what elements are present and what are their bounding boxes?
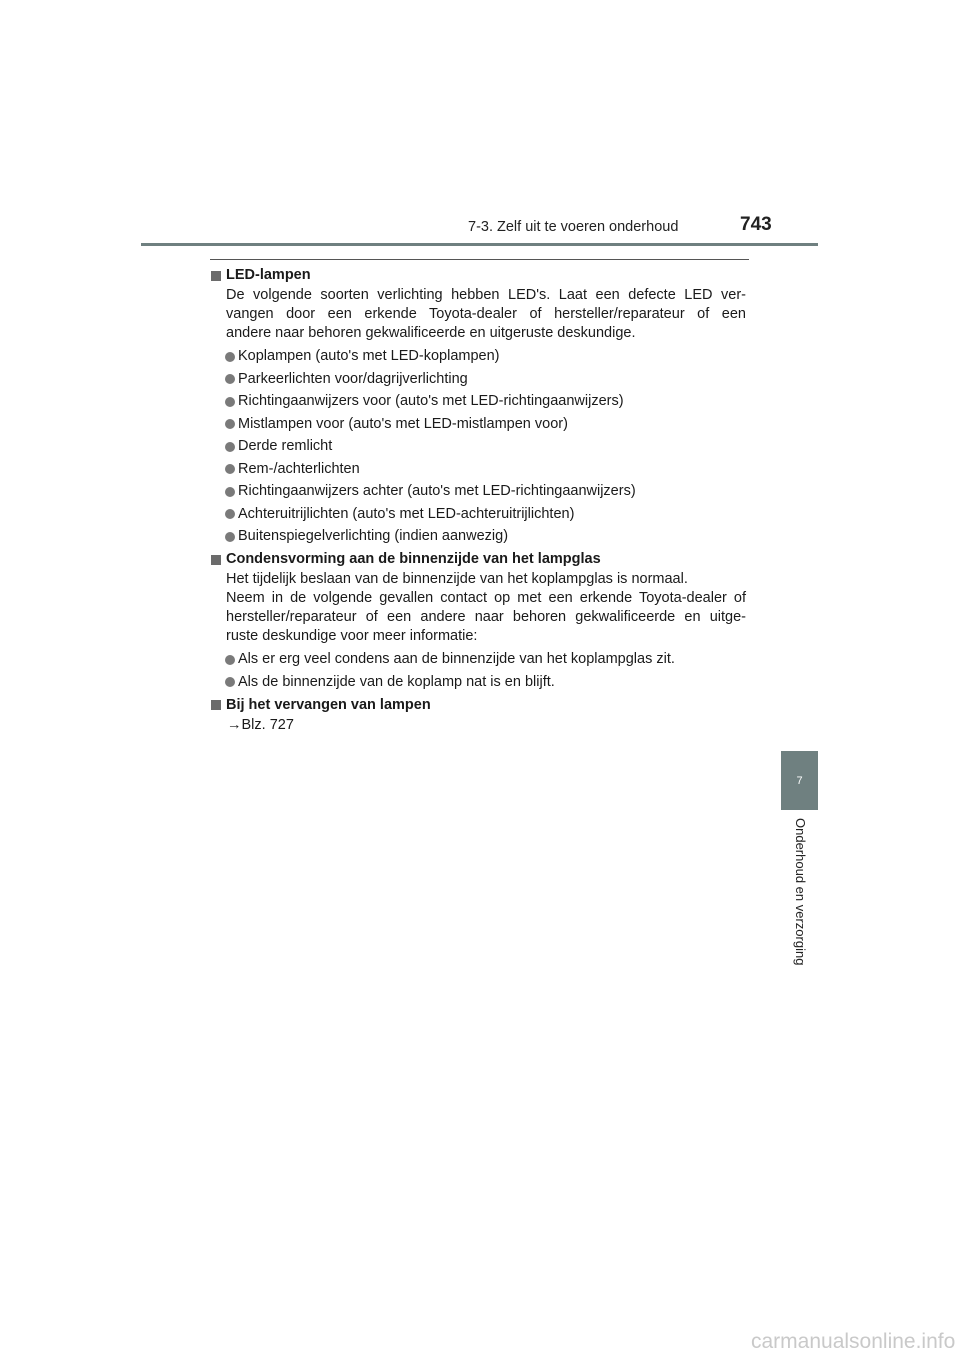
header-rule xyxy=(141,243,818,246)
bullet-dot-icon xyxy=(225,352,235,362)
list-item: Mistlampen voor (auto's met LED-mistlampen voor) xyxy=(225,415,746,434)
bullet-list xyxy=(225,347,746,546)
chapter-label: Onderhoud en verzorging xyxy=(793,818,808,966)
paragraph-line: hersteller/reparateur of een andere naar behoren gekwalificeerde en uitge- xyxy=(226,609,746,625)
bullet-dot-icon xyxy=(225,464,235,474)
section-paragraph xyxy=(226,286,746,343)
list-item: Rem-/achterlichten xyxy=(225,460,746,479)
list-item: Achteruitrijlichten (auto's met LED-achteruitrijlichten) xyxy=(225,505,746,524)
paragraph-line: vangen door een erkende Toyota-dealer of hersteller/reparateur of een xyxy=(226,306,746,322)
chapter-tab[interactable]: 7 xyxy=(781,751,818,810)
section-led-lampen xyxy=(210,266,746,546)
bullet-dot-icon xyxy=(225,677,235,687)
list-item: Richtingaanwijzers achter (auto's met LED-richtingaanwijzers) xyxy=(225,482,746,501)
page-reference-link[interactable]: →Blz. 727 xyxy=(227,716,294,733)
bullet-dot-icon xyxy=(225,419,235,429)
bullet-dot-icon xyxy=(225,374,235,384)
header-section-title: 7-3. Zelf uit te voeren onderhoud xyxy=(468,219,679,235)
list-item: Koplampen (auto's met LED-koplampen) xyxy=(225,347,746,366)
bullet-dot-icon xyxy=(225,655,235,665)
list-item: Als de binnenzijde van de koplamp nat is en blijft. xyxy=(225,673,746,692)
paragraph-line: ruste deskundige voor meer informatie: xyxy=(226,628,478,644)
square-bullet-icon xyxy=(211,700,221,710)
bullet-dot-icon xyxy=(225,442,235,452)
list-item: Richtingaanwijzers voor (auto's met LED-richtingaanwijzers) xyxy=(225,392,746,411)
bullet-dot-icon xyxy=(225,509,235,519)
content-divider xyxy=(210,259,749,260)
bullet-list xyxy=(225,650,746,692)
square-bullet-icon xyxy=(211,555,221,565)
main-content xyxy=(210,266,746,735)
watermark: carmanualsonline.info xyxy=(751,1330,956,1353)
bullet-dot-icon xyxy=(225,532,235,542)
section-title: Condensvorming aan de binnenzijde van het lampglas xyxy=(210,550,746,569)
bullet-dot-icon xyxy=(225,397,235,407)
section-vervangen-lampen xyxy=(210,696,746,735)
section-title: LED-lampen xyxy=(210,266,746,285)
paragraph-line: De volgende soorten verlichting hebben LED's. Laat een defecte LED ver- xyxy=(226,287,746,303)
square-bullet-icon xyxy=(211,271,221,281)
list-item: Buitenspiegelverlichting (indien aanwezig) xyxy=(225,527,746,546)
section-condensvorming xyxy=(210,550,746,692)
list-item: Derde remlicht xyxy=(225,437,746,456)
paragraph-line: Het tijdelijk beslaan van de binnenzijde van het koplampglas is normaal. xyxy=(226,571,688,587)
list-item: Als er erg veel condens aan de binnenzijde van het koplampglas zit. xyxy=(225,650,746,669)
paragraph-line: andere naar behoren gekwalificeerde en uitgeruste deskundige. xyxy=(226,325,636,341)
section-paragraph xyxy=(226,570,746,646)
section-title: Bij het vervangen van lampen xyxy=(210,696,746,715)
list-item: Parkeerlichten voor/dagrijverlichting xyxy=(225,370,746,389)
bullet-dot-icon xyxy=(225,487,235,497)
page-number: 743 xyxy=(740,214,772,235)
paragraph-line: Neem in de volgende gevallen contact op met een erkende Toyota-dealer of xyxy=(226,590,746,606)
